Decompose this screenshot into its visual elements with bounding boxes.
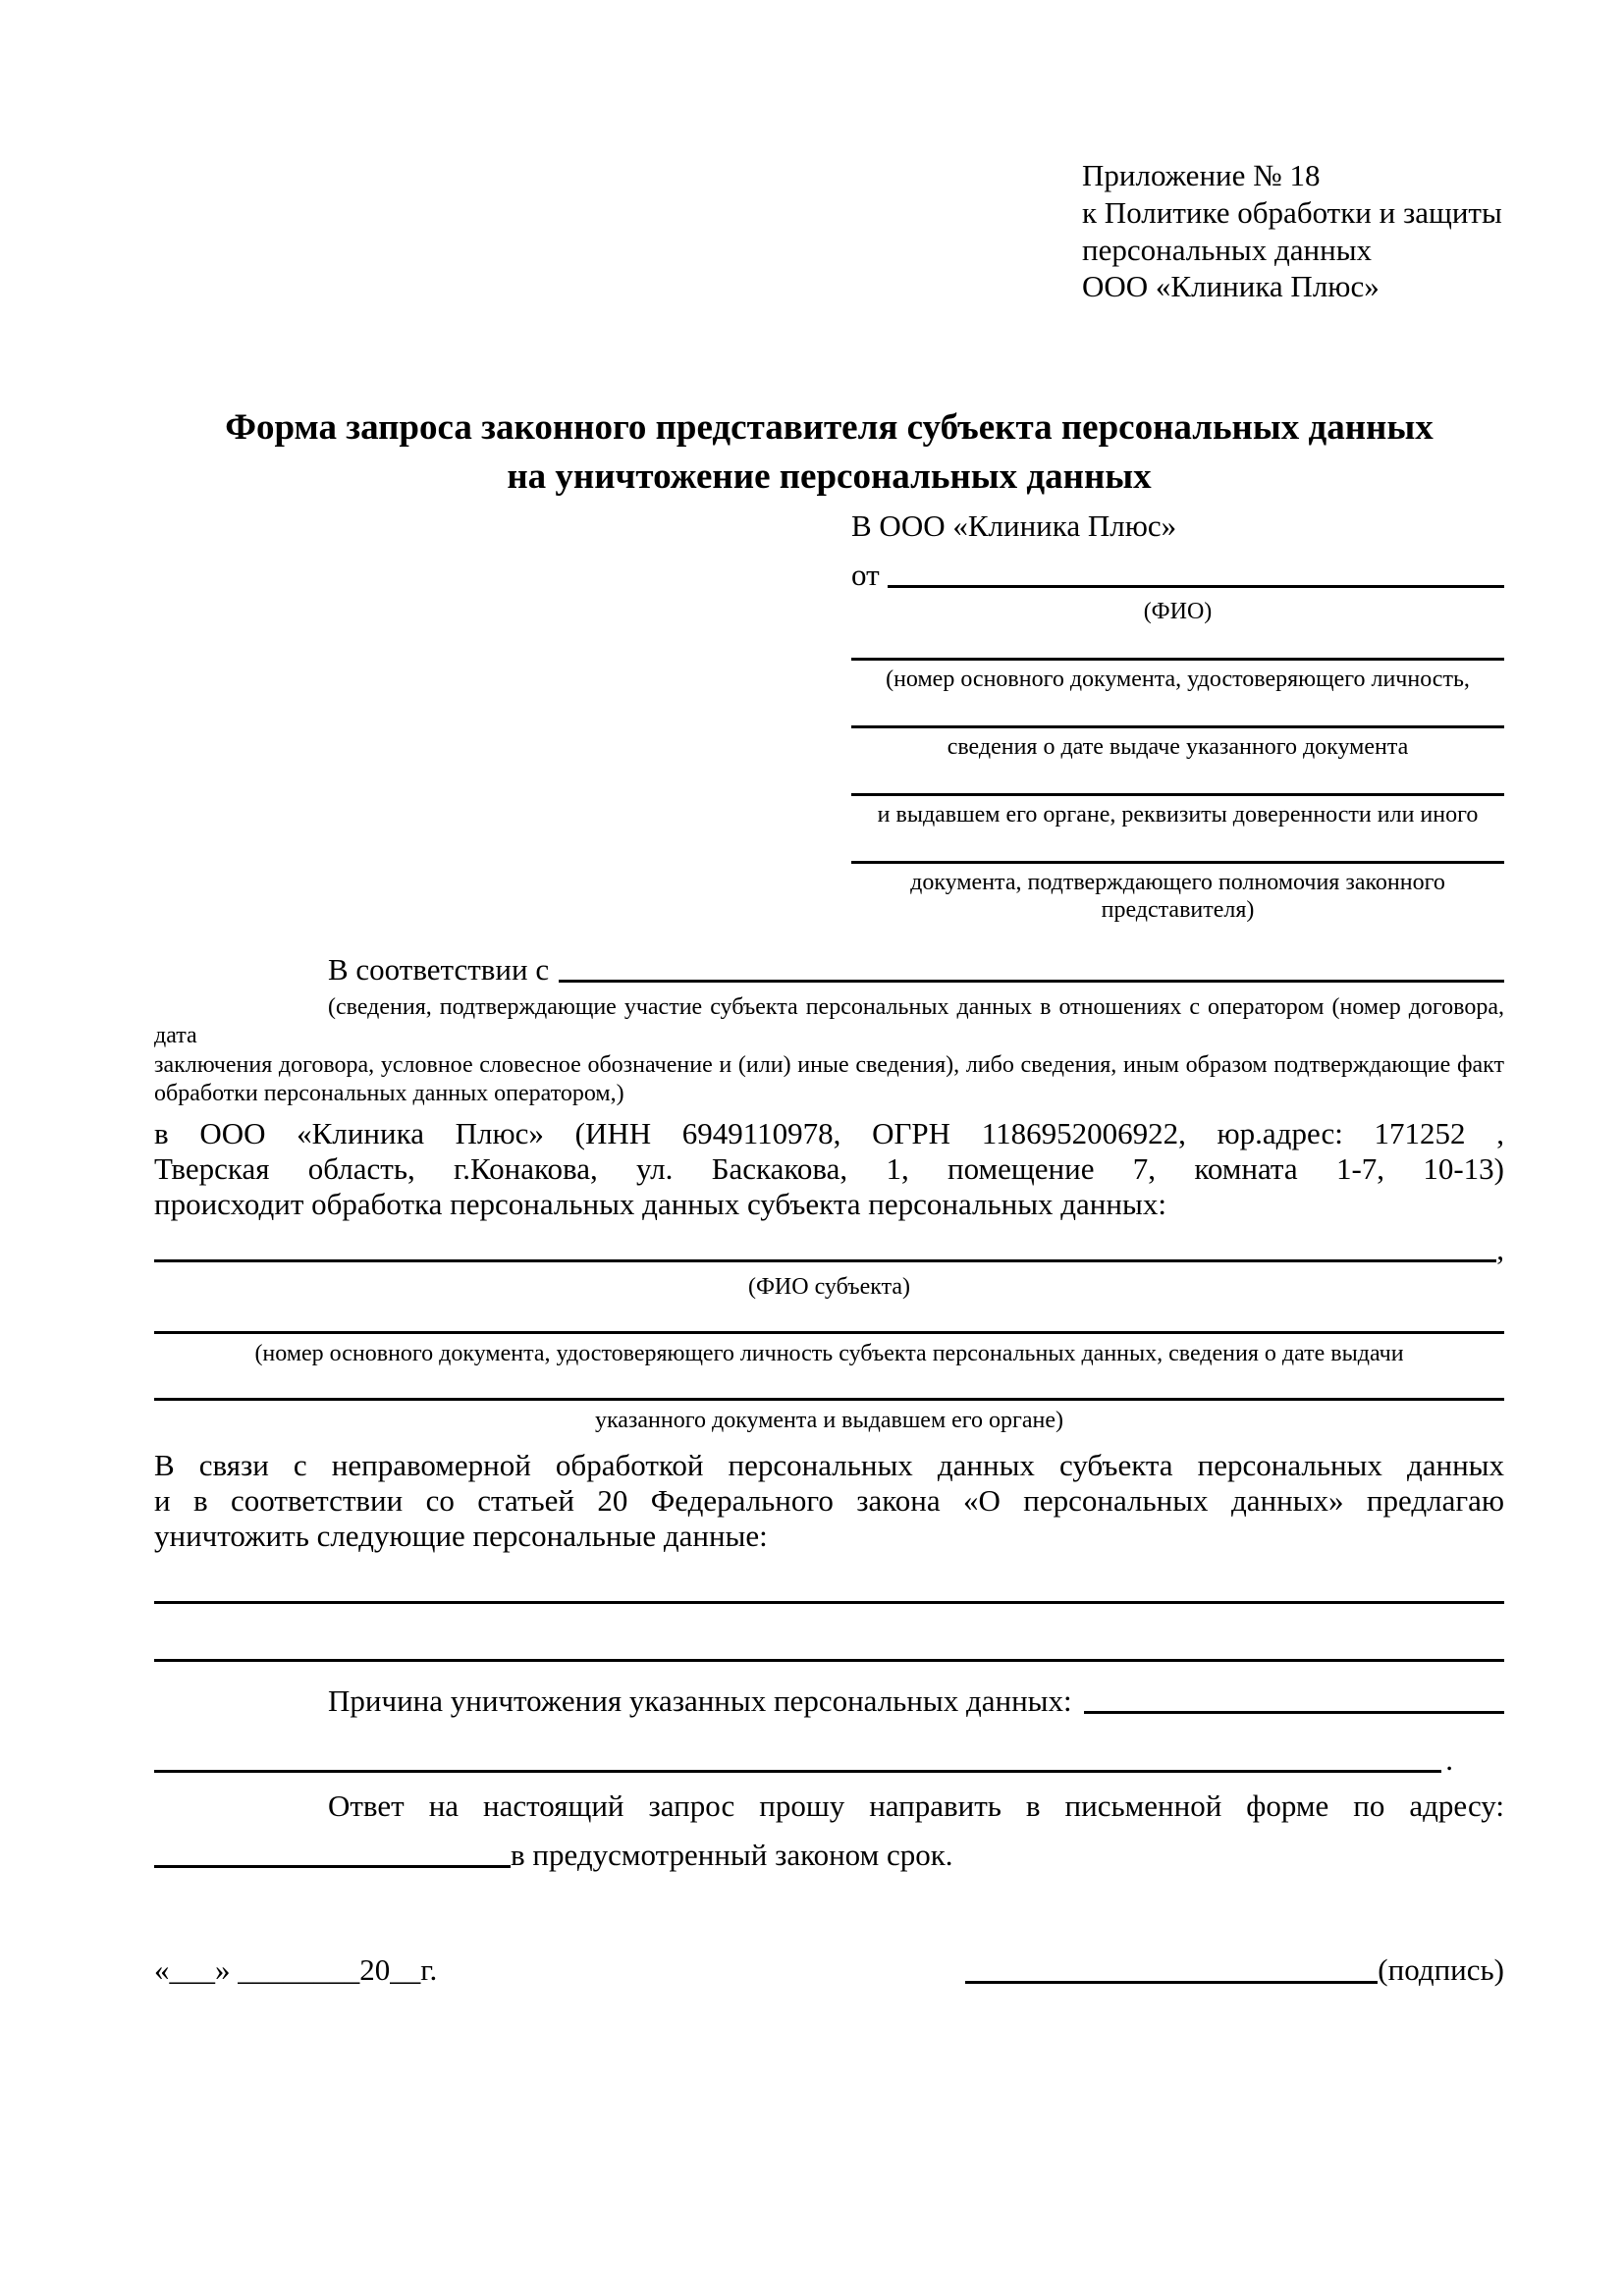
fio-caption: (ФИО) [1143, 599, 1213, 625]
destroy-data-blank-line [154, 1601, 1504, 1604]
operator-line: Тверская область, г.Конакова, ул. Баскакова, 1, помещение 7, комната 1-7, 10-13) [154, 1151, 1504, 1187]
line-caption: (номер основного документа, удостоверяющего личность, [886, 667, 1470, 693]
appendix-block [1082, 157, 1504, 305]
from-fill-line [888, 585, 1504, 588]
reply-line: Ответ на настоящий запрос прошу направить в письменной форме по адресу: [328, 1789, 1504, 1824]
line-caption: сведения о дате выдаче указанного документа [947, 733, 1409, 760]
operator-line: происходит обработка персональных данных субъекта персональных данных: [154, 1187, 1166, 1222]
reason-label: Причина уничтожения указанных персональных данных: [328, 1683, 1072, 1719]
signature-line [965, 1981, 1378, 1984]
signature-caption: (подпись) [1378, 1952, 1504, 1988]
request-paragraph [154, 1448, 1504, 1554]
appendix-line: Приложение № 18 [1082, 158, 1321, 192]
signature-block [965, 1951, 1504, 1988]
form-title-line-1: Форма запроса законного представителя субъекта персональных данных [225, 407, 1434, 449]
line-caption: и выдавшем его органе, реквизиты доверенности или иного [877, 801, 1479, 828]
request-line: В связи с неправомерной обработкой персональных данных субъекта персональных данных [154, 1448, 1504, 1483]
accordance-row [154, 944, 1504, 988]
addressee-block [851, 507, 1504, 925]
trailing-period: . [1445, 1742, 1453, 1778]
request-line: и в соответствии со статьей 20 Федерального закона «О персональных данных» предлагаю [154, 1483, 1504, 1519]
reason-continuation-line [154, 1770, 1441, 1773]
subject-doc-line [154, 1331, 1504, 1334]
from-label: от [851, 558, 880, 593]
subject-doc-caption-top: (номер основного документа, удостоверяющего личность субъекта персональных данных, сведения о дате выдачи [254, 1340, 1404, 1366]
date-field: «___» ________20__г. [154, 1952, 438, 1988]
note-line: (сведения, подтверждающие участие субъекта персональных данных в отношениях с оператором (номер договора, дата [154, 994, 1504, 1049]
subject-fio-line [154, 1259, 1496, 1262]
note-line: заключения договора, условное словесное обозначение и (или) иные сведения), либо сведения, иным образом подтверждающие факт [154, 1051, 1504, 1078]
accordance-lead: В соответствии с [328, 951, 550, 987]
appendix-line: персональных данных [1082, 232, 1373, 267]
addressee-to: В ООО «Клиника Плюс» [851, 508, 1177, 544]
reply-address-row [154, 1832, 1504, 1873]
trailing-comma: , [1496, 1231, 1504, 1266]
operator-paragraph [154, 1116, 1504, 1222]
destroy-data-blank-line [154, 1659, 1504, 1662]
form-title [154, 403, 1504, 502]
from-row [851, 552, 1504, 593]
subject-fio-caption: (ФИО субъекта) [747, 1274, 911, 1301]
appendix-line: ООО «Клиника Плюс» [1082, 269, 1380, 304]
blank-line [851, 658, 1504, 661]
line-caption: документа, подтверждающего полномочия законного представителя) [910, 869, 1445, 924]
reason-fill-line [1084, 1711, 1504, 1714]
note-line: обработки персональных данных оператором,) [154, 1080, 624, 1106]
reason-continuation-row [154, 1740, 1453, 1778]
reason-row [154, 1678, 1504, 1719]
reply-tail-text: в предусмотренный законом срок. [511, 1838, 953, 1873]
blank-line [851, 861, 1504, 864]
request-line: уничтожить следующие персональные данные: [154, 1519, 768, 1554]
accordance-note [154, 993, 1504, 1108]
reply-address-line [154, 1865, 511, 1868]
form-title-line-2: на уничтожение персональных данных [507, 456, 1152, 498]
operator-line: в ООО «Клиника Плюс» (ИНН 6949110978, ОГРН 1186952006922, юр.адрес: 171252 , [154, 1116, 1504, 1151]
accordance-fill-line [559, 980, 1504, 983]
blank-line [851, 793, 1504, 796]
signature-row [154, 1951, 1504, 1988]
reply-paragraph [154, 1788, 1504, 1824]
subject-fio-row [154, 1231, 1504, 1267]
appendix-line: к Политике обработки и защиты [1082, 194, 1502, 230]
blank-line [851, 725, 1504, 728]
subject-doc-line [154, 1398, 1504, 1401]
subject-doc-caption-bottom: указанного документа и выдавшем его органе) [594, 1407, 1064, 1433]
